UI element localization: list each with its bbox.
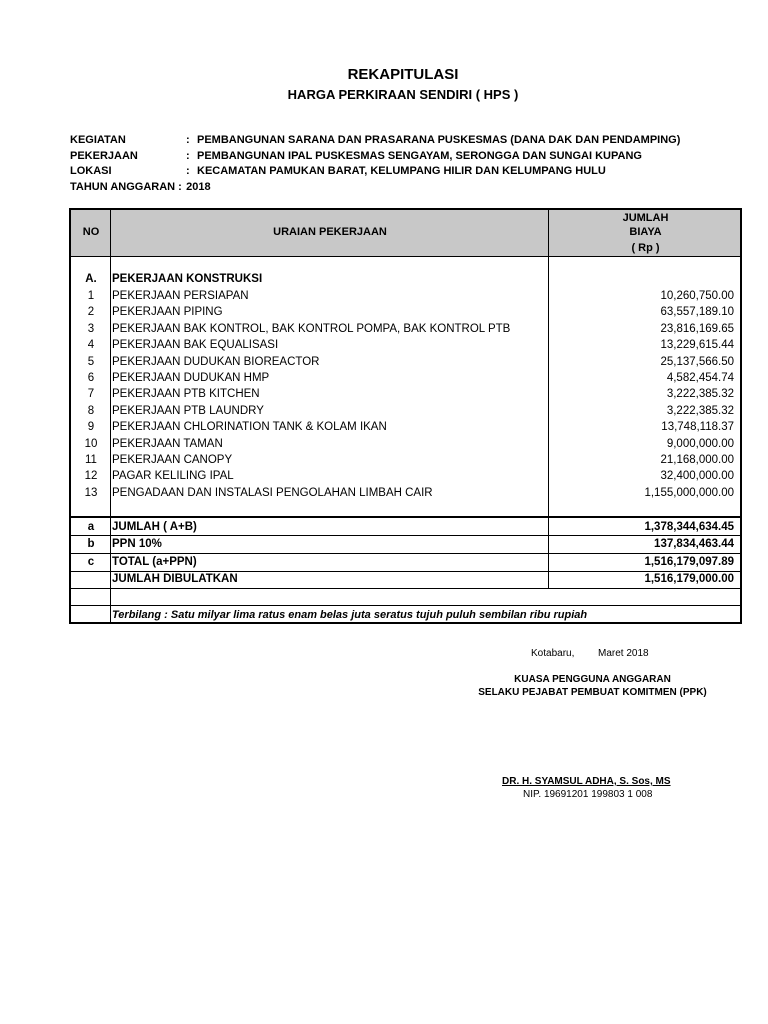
section-no: A. bbox=[85, 273, 97, 285]
item-amount: 1,155,000,000.00 bbox=[644, 486, 734, 499]
header-amount-3: ( Rp ) bbox=[631, 242, 660, 254]
item-no: 5 bbox=[87, 355, 95, 368]
item-amount: 3,222,385.32 bbox=[666, 404, 734, 417]
row-divider bbox=[71, 605, 740, 606]
meta-key: TAHUN ANGGARAN bbox=[70, 180, 176, 193]
item-no: 7 bbox=[87, 388, 95, 401]
item-description: PEKERJAAN CHLORINATION TANK & KOLAM IKAN bbox=[112, 421, 387, 434]
total-amount: 137,834,463.44 bbox=[654, 538, 734, 550]
item-no: 11 bbox=[85, 454, 97, 466]
item-description: PEKERJAAN TAMAN bbox=[112, 437, 223, 450]
sign-nip: NIP. 19691201 199803 1 008 bbox=[523, 789, 653, 800]
meta-colon: : bbox=[186, 165, 190, 177]
total-amount: 1,516,179,097.89 bbox=[644, 556, 734, 568]
meta-row-kegiatan bbox=[70, 133, 680, 149]
sign-name: DR. H. SYAMSUL ADHA, S. Sos, MS bbox=[502, 776, 671, 787]
row-divider bbox=[71, 588, 740, 589]
meta-colon: : bbox=[178, 180, 182, 193]
item-no: 9 bbox=[87, 421, 95, 434]
item-amount: 10,260,750.00 bbox=[660, 290, 734, 302]
item-no: 1 bbox=[87, 290, 95, 302]
total-label: TOTAL (a+PPN) bbox=[112, 556, 197, 568]
item-amount: 13,748,118.37 bbox=[661, 421, 734, 434]
meta-value: PEMBANGUNAN IPAL PUSKESMAS SENGAYAM, SERONGGA DAN SUNGAI KUPANG bbox=[197, 149, 642, 162]
item-no: 6 bbox=[87, 372, 95, 384]
item-no: 13 bbox=[84, 486, 98, 499]
item-description: PAGAR KELILING IPAL bbox=[112, 470, 234, 483]
meta-row-lokasi bbox=[70, 164, 680, 180]
total-no: b bbox=[87, 538, 95, 550]
hps-table bbox=[69, 208, 742, 624]
item-amount: 25,137,566.50 bbox=[660, 355, 734, 368]
item-amount: 13,229,615.44 bbox=[660, 339, 734, 352]
item-amount: 9,000,000.00 bbox=[666, 437, 734, 450]
meta-value: PEMBANGUNAN SARANA DAN PRASARANA PUSKESMAS (DANA DAK DAN PENDAMPING) bbox=[197, 134, 681, 146]
total-label: JUMLAH ( A+B) bbox=[112, 521, 197, 533]
sign-role-2: SELAKU PEJABAT PEMBUAT KOMITMEN (PPK) bbox=[478, 687, 707, 698]
total-label: PPN 10% bbox=[112, 538, 162, 550]
col-divider-2 bbox=[548, 210, 549, 589]
meta-key: PEKERJAAN bbox=[70, 149, 138, 162]
item-no: 2 bbox=[87, 306, 95, 319]
meta-row-tahun bbox=[70, 180, 680, 196]
total-no: c bbox=[87, 556, 95, 568]
item-amount: 32,400,000.00 bbox=[660, 470, 734, 483]
doc-title: REKAPITULASI bbox=[347, 66, 459, 83]
item-description: PENGADAAN DAN INSTALASI PENGOLAHAN LIMBAH CAIR bbox=[112, 486, 433, 499]
total-label: JUMLAH DIBULATKAN bbox=[112, 573, 238, 585]
meta-key: LOKASI bbox=[70, 165, 112, 177]
item-description: PEKERJAAN BAK KONTROL, BAK KONTROL POMPA, BAK KONTROL PTB bbox=[112, 322, 511, 335]
item-no: 12 bbox=[84, 470, 98, 483]
item-amount: 63,557,189.10 bbox=[660, 306, 734, 319]
sign-role-1: KUASA PENGGUNA ANGGARAN bbox=[514, 674, 671, 685]
item-description: PEKERJAAN PIPING bbox=[112, 306, 223, 319]
item-no: 8 bbox=[87, 404, 95, 417]
row-divider bbox=[71, 553, 740, 554]
row-divider bbox=[71, 256, 740, 257]
item-description: PEKERJAAN DUDUKAN HMP bbox=[112, 372, 270, 384]
item-amount: 4,582,454.74 bbox=[666, 372, 734, 384]
item-amount: 21,168,000.00 bbox=[660, 454, 734, 466]
item-amount: 3,222,385.32 bbox=[666, 388, 734, 401]
item-amount: 23,816,169.65 bbox=[660, 322, 734, 335]
meta-value: 2018 bbox=[186, 180, 211, 193]
sign-place: Kotabaru, bbox=[531, 648, 575, 659]
doc-subtitle: HARGA PERKIRAAN SENDIRI ( HPS ) bbox=[287, 87, 519, 102]
header-no: NO bbox=[82, 226, 100, 238]
item-description: PEKERJAAN PTB KITCHEN bbox=[112, 388, 260, 401]
meta-value: KECAMATAN PAMUKAN BARAT, KELUMPANG HILIR DAN KELUMPANG HULU bbox=[197, 165, 606, 177]
item-no: 4 bbox=[87, 339, 95, 352]
meta-key: KEGIATAN bbox=[70, 134, 126, 146]
header-amount-2: BIAYA bbox=[629, 226, 662, 238]
meta-block bbox=[70, 133, 680, 195]
item-description: PEKERJAAN DUDUKAN BIOREACTOR bbox=[112, 355, 320, 368]
section-title: PEKERJAAN KONSTRUKSI bbox=[112, 273, 263, 285]
item-description: PEKERJAAN CANOPY bbox=[112, 454, 233, 466]
sign-date: Maret 2018 bbox=[598, 648, 649, 659]
meta-colon: : bbox=[186, 134, 190, 146]
item-description: PEKERJAAN PTB LAUNDRY bbox=[112, 404, 264, 417]
meta-colon: : bbox=[186, 149, 190, 162]
header-desc: URAIAN PEKERJAAN bbox=[273, 226, 387, 238]
item-no: 3 bbox=[87, 322, 95, 335]
item-description: PEKERJAAN PERSIAPAN bbox=[112, 290, 249, 302]
item-description: PEKERJAAN BAK EQUALISASI bbox=[112, 339, 279, 352]
row-divider bbox=[71, 516, 740, 518]
total-amount: 1,516,179,000.00 bbox=[644, 573, 734, 585]
item-no: 10 bbox=[84, 437, 98, 450]
header-amount-1: JUMLAH bbox=[622, 212, 669, 224]
meta-row-pekerjaan bbox=[70, 149, 680, 165]
total-no: a bbox=[87, 521, 95, 533]
row-divider bbox=[71, 535, 740, 536]
terbilang-text: Terbilang : Satu milyar lima ratus enam belas juta seratus tujuh puluh sembilan ribu rupiah bbox=[112, 609, 588, 621]
total-amount: 1,378,344,634.45 bbox=[644, 521, 734, 533]
